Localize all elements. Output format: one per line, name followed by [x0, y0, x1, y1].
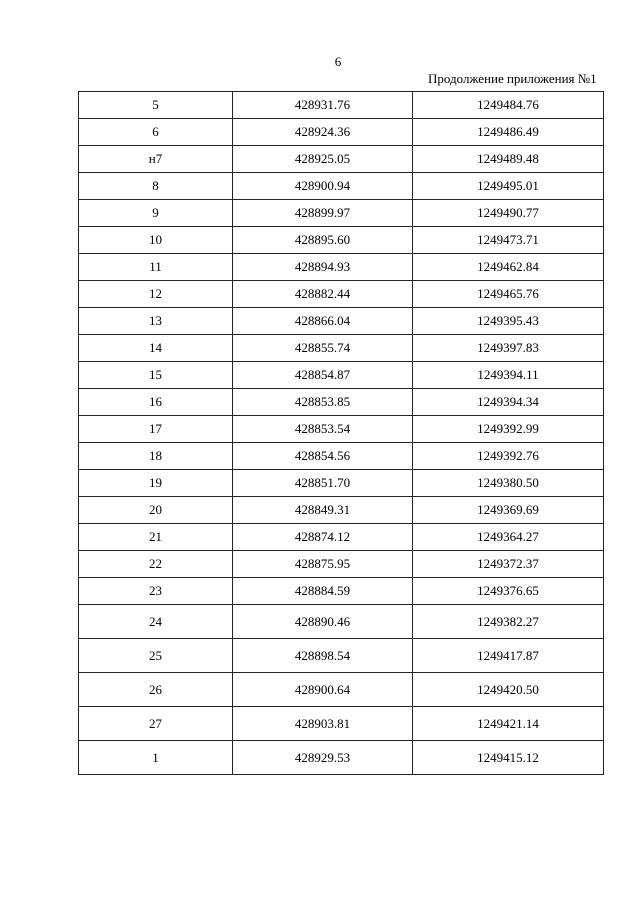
x-coordinate-cell: 428925.05	[233, 146, 413, 173]
table-row	[79, 389, 604, 416]
point-number-cell: 18	[79, 443, 233, 470]
x-coordinate-cell: 428854.87	[233, 362, 413, 389]
x-coordinate-cell: 428875.95	[233, 551, 413, 578]
table-row	[79, 470, 604, 497]
point-number-cell: 5	[79, 92, 233, 119]
coordinates-table-body	[79, 92, 604, 775]
x-coordinate-cell: 428899.97	[233, 200, 413, 227]
y-coordinate-cell: 1249392.99	[413, 416, 604, 443]
point-number-cell: 6	[79, 119, 233, 146]
point-number-cell: 8	[79, 173, 233, 200]
x-coordinate-cell: 428931.76	[233, 92, 413, 119]
point-number-cell: 9	[79, 200, 233, 227]
table-row	[79, 227, 604, 254]
x-coordinate-cell: 428874.12	[233, 524, 413, 551]
point-number-cell: 1	[79, 741, 233, 775]
point-number-cell: н7	[79, 146, 233, 173]
x-coordinate-cell: 428898.54	[233, 639, 413, 673]
y-coordinate-cell: 1249395.43	[413, 308, 604, 335]
continuation-label: Продолжение приложения №1	[428, 71, 597, 86]
point-number-cell: 12	[79, 281, 233, 308]
x-coordinate-cell: 428866.04	[233, 308, 413, 335]
y-coordinate-cell: 1249415.12	[413, 741, 604, 775]
table-row	[79, 308, 604, 335]
table-row	[79, 741, 604, 775]
y-coordinate-cell: 1249394.11	[413, 362, 604, 389]
point-number-cell: 15	[79, 362, 233, 389]
x-coordinate-cell: 428895.60	[233, 227, 413, 254]
point-number-cell: 24	[79, 605, 233, 639]
table-row	[79, 173, 604, 200]
point-number-cell: 27	[79, 707, 233, 741]
y-coordinate-cell: 1249394.34	[413, 389, 604, 416]
y-coordinate-cell: 1249372.37	[413, 551, 604, 578]
x-coordinate-cell: 428900.94	[233, 173, 413, 200]
point-number-cell: 11	[79, 254, 233, 281]
point-number-cell: 19	[79, 470, 233, 497]
table-row	[79, 497, 604, 524]
x-coordinate-cell: 428929.53	[233, 741, 413, 775]
y-coordinate-cell: 1249382.27	[413, 605, 604, 639]
table-row	[79, 119, 604, 146]
y-coordinate-cell: 1249490.77	[413, 200, 604, 227]
table-row	[79, 578, 604, 605]
point-number-cell: 21	[79, 524, 233, 551]
y-coordinate-cell: 1249484.76	[413, 92, 604, 119]
y-coordinate-cell: 1249417.87	[413, 639, 604, 673]
point-number-cell: 17	[79, 416, 233, 443]
y-coordinate-cell: 1249397.83	[413, 335, 604, 362]
x-coordinate-cell: 428854.56	[233, 443, 413, 470]
y-coordinate-cell: 1249420.50	[413, 673, 604, 707]
table-row	[79, 707, 604, 741]
point-number-cell: 14	[79, 335, 233, 362]
coordinates-table	[78, 91, 604, 775]
y-coordinate-cell: 1249364.27	[413, 524, 604, 551]
table-row	[79, 254, 604, 281]
point-number-cell: 25	[79, 639, 233, 673]
x-coordinate-cell: 428890.46	[233, 605, 413, 639]
y-coordinate-cell: 1249465.76	[413, 281, 604, 308]
y-coordinate-cell: 1249376.65	[413, 578, 604, 605]
x-coordinate-cell: 428853.85	[233, 389, 413, 416]
y-coordinate-cell: 1249486.49	[413, 119, 604, 146]
x-coordinate-cell: 428882.44	[233, 281, 413, 308]
table-row	[79, 639, 604, 673]
y-coordinate-cell: 1249380.50	[413, 470, 604, 497]
x-coordinate-cell: 428900.64	[233, 673, 413, 707]
point-number-cell: 20	[79, 497, 233, 524]
table-row	[79, 146, 604, 173]
table-row	[79, 92, 604, 119]
page-number: 6	[334, 54, 342, 69]
table-row	[79, 335, 604, 362]
table-row	[79, 524, 604, 551]
x-coordinate-cell: 428855.74	[233, 335, 413, 362]
table-row	[79, 605, 604, 639]
x-coordinate-cell: 428851.70	[233, 470, 413, 497]
y-coordinate-cell: 1249392.76	[413, 443, 604, 470]
y-coordinate-cell: 1249421.14	[413, 707, 604, 741]
x-coordinate-cell: 428884.59	[233, 578, 413, 605]
y-coordinate-cell: 1249489.48	[413, 146, 604, 173]
table-row	[79, 281, 604, 308]
table-row	[79, 443, 604, 470]
x-coordinate-cell: 428894.93	[233, 254, 413, 281]
table-row	[79, 416, 604, 443]
x-coordinate-cell: 428924.36	[233, 119, 413, 146]
x-coordinate-cell: 428903.81	[233, 707, 413, 741]
point-number-cell: 26	[79, 673, 233, 707]
y-coordinate-cell: 1249462.84	[413, 254, 604, 281]
y-coordinate-cell: 1249473.71	[413, 227, 604, 254]
table-row	[79, 362, 604, 389]
y-coordinate-cell: 1249495.01	[413, 173, 604, 200]
point-number-cell: 16	[79, 389, 233, 416]
y-coordinate-cell: 1249369.69	[413, 497, 604, 524]
x-coordinate-cell: 428849.31	[233, 497, 413, 524]
table-row	[79, 200, 604, 227]
table-row	[79, 673, 604, 707]
point-number-cell: 23	[79, 578, 233, 605]
point-number-cell: 22	[79, 551, 233, 578]
point-number-cell: 13	[79, 308, 233, 335]
point-number-cell: 10	[79, 227, 233, 254]
x-coordinate-cell: 428853.54	[233, 416, 413, 443]
table-row	[79, 551, 604, 578]
